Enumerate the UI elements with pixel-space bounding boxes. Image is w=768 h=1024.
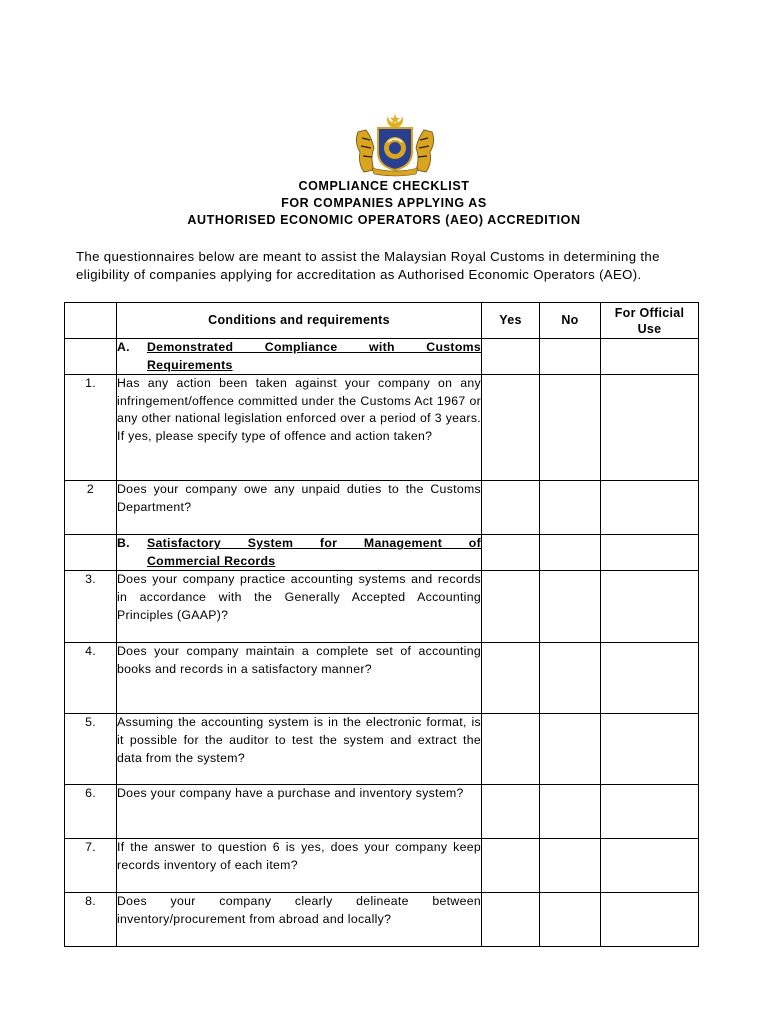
table-row	[65, 481, 699, 535]
question-text: If the answer to question 6 is yes, does your company keep records inventory of each item?	[117, 839, 482, 893]
intro-paragraph: The questionnaires below are meant to assist the Malaysian Royal Customs in determining the eligibility of companies applying for accreditation as Authorised Economic Operators (AEO).	[76, 249, 660, 282]
section-a-letter: A.	[117, 340, 130, 354]
no-checkbox-cell[interactable]	[540, 339, 601, 375]
yes-checkbox-cell[interactable]	[482, 643, 540, 714]
official-use-cell	[601, 785, 699, 839]
table-row	[65, 785, 699, 839]
yes-checkbox-cell[interactable]	[482, 714, 540, 785]
row-number: 1.	[65, 375, 117, 481]
row-number: 6.	[65, 785, 117, 839]
table-row	[65, 839, 699, 893]
official-use-cell	[601, 839, 699, 893]
yes-checkbox-cell[interactable]	[482, 535, 540, 571]
question-text: Assuming the accounting system is in the electronic format, is it possible for the auditor to test the system and extract the data from the system?	[117, 714, 482, 785]
row-number: 2	[65, 481, 117, 535]
official-use-cell	[601, 535, 699, 571]
table-row	[65, 571, 699, 643]
section-b-title-line2: Commercial Records	[147, 553, 276, 568]
question-text: Does your company clearly delineate between inventory/procurement from abroad and locally?	[117, 893, 482, 947]
title-line-1: COMPLIANCE CHECKLIST	[298, 179, 470, 193]
yes-checkbox-cell[interactable]	[482, 571, 540, 643]
section-b-title-line1: Satisfactory System for Management of	[147, 536, 481, 551]
title-line-2: FOR COMPANIES APPLYING AS	[281, 196, 487, 210]
official-use-cell	[601, 481, 699, 535]
yes-checkbox-cell[interactable]	[482, 339, 540, 375]
section-a-title-line2: Requirements	[147, 357, 233, 372]
no-checkbox-cell[interactable]	[540, 785, 601, 839]
section-b-letter: B.	[117, 536, 130, 551]
header-conditions: Conditions and requirements	[117, 303, 482, 339]
no-checkbox-cell[interactable]	[540, 571, 601, 643]
official-use-cell	[601, 375, 699, 481]
question-text: Does your company maintain a complete set of accounting books and records in a satisfactory manner?	[117, 643, 482, 714]
section-b-number-cell	[65, 535, 117, 571]
no-checkbox-cell[interactable]	[540, 535, 601, 571]
section-a-number-cell	[65, 339, 117, 375]
yes-checkbox-cell[interactable]	[482, 839, 540, 893]
header-yes: Yes	[482, 303, 540, 339]
question-text: Does your company practice accounting systems and records in accordance with the Generally Accepted Accounting Principles (GAAP)?	[117, 571, 482, 643]
no-checkbox-cell[interactable]	[540, 714, 601, 785]
yes-checkbox-cell[interactable]	[482, 785, 540, 839]
table-row	[65, 714, 699, 785]
yes-checkbox-cell[interactable]	[482, 893, 540, 947]
yes-checkbox-cell[interactable]	[482, 375, 540, 481]
header-official-use: For Official Use	[601, 303, 699, 339]
official-use-cell	[601, 893, 699, 947]
compliance-checklist-table	[64, 302, 699, 947]
table-row	[65, 643, 699, 714]
table-row	[65, 893, 699, 947]
royal-customs-crest-icon	[350, 112, 440, 178]
section-a-row	[65, 339, 699, 375]
no-checkbox-cell[interactable]	[540, 893, 601, 947]
official-use-cell	[601, 339, 699, 375]
no-checkbox-cell[interactable]	[540, 481, 601, 535]
section-b-heading	[117, 535, 482, 571]
no-checkbox-cell[interactable]	[540, 839, 601, 893]
question-text: Has any action been taken against your company on any infringement/offence committed under the Customs Act 1967 or any other national legislation enforced over a period of 3 years. If yes, please specify type of offence and action taken?	[117, 375, 482, 481]
official-use-cell	[601, 571, 699, 643]
question-text: Does your company owe any unpaid duties to the Customs Department?	[117, 481, 482, 535]
section-a-title-line1: Demonstrated Compliance with Customs	[147, 340, 481, 354]
table-header-row	[65, 303, 699, 339]
header-no: No	[540, 303, 601, 339]
row-number: 8.	[65, 893, 117, 947]
row-number: 3.	[65, 571, 117, 643]
header-number-cell	[65, 303, 117, 339]
row-number: 7.	[65, 839, 117, 893]
document-title	[0, 178, 768, 229]
official-use-cell	[601, 643, 699, 714]
no-checkbox-cell[interactable]	[540, 375, 601, 481]
section-b-row	[65, 535, 699, 571]
official-use-cell	[601, 714, 699, 785]
no-checkbox-cell[interactable]	[540, 643, 601, 714]
yes-checkbox-cell[interactable]	[482, 481, 540, 535]
title-line-3: AUTHORISED ECONOMIC OPERATORS (AEO) ACCREDITION	[187, 213, 581, 227]
table-row	[65, 375, 699, 481]
section-a-heading	[117, 339, 482, 375]
question-text: Does your company have a purchase and inventory system?	[117, 785, 482, 839]
row-number: 5.	[65, 714, 117, 785]
row-number: 4.	[65, 643, 117, 714]
